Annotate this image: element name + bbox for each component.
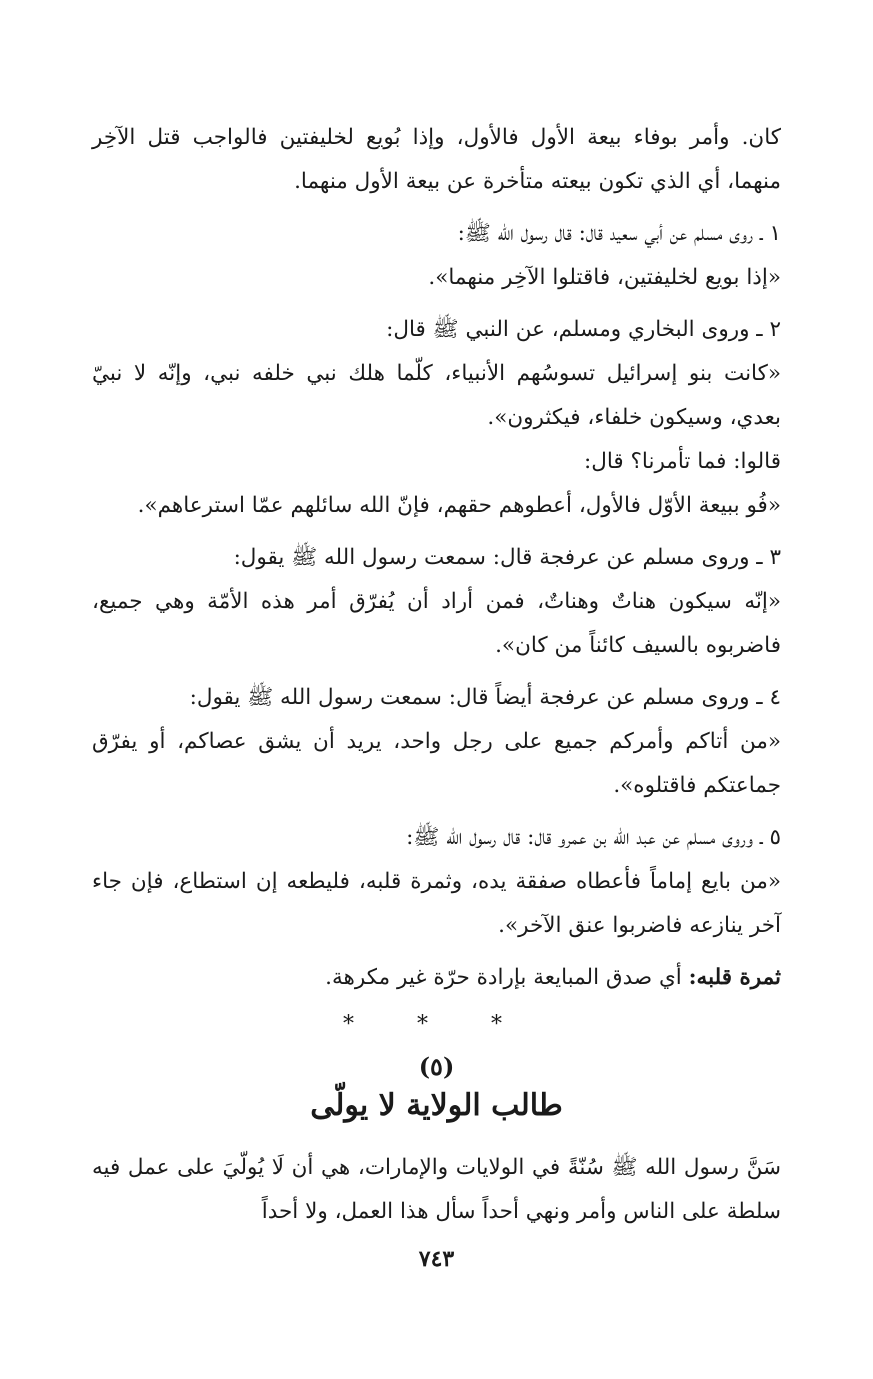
note-paragraph	[92, 956, 781, 1000]
hadith-3-text: «إنّه سيكون هناتٌ وهناتٌ، فمن أراد أن يُفرّق أمر هذه الأمّة وهي جميع، فاضربوه بالسيف كائناً من كان».	[92, 589, 781, 658]
hadith-2-intro: ٢ ـ وروى البخاري ومسلم، عن النبي ﷺ قال:	[386, 317, 781, 342]
body-text-bottom	[92, 1146, 781, 1234]
hadith-1-text: «إذا بويع لخليفتين، فاقتلوا الآخِر منهما».	[428, 265, 781, 290]
intro-paragraph: كان. وأمر بوفاء بيعة الأول فالأول، وإذا بُويع لخليفتين فالواجب قتل الآخِر منهما، أي الذي تكون بيعته متأخرة عن بيعة الأول منهما.	[92, 125, 781, 194]
hadith-4-intro: ٤ ـ وروى مسلم عن عرفجة أيضاً قال: سمعت رسول الله ﷺ يقول:	[189, 685, 781, 710]
body-text-top	[92, 116, 781, 1000]
section-divider-stars: * * *	[343, 1012, 530, 1037]
hadith-3-intro: ٣ ـ وروى مسلم عن عرفجة قال: سمعت رسول الله ﷺ يقول:	[233, 545, 781, 570]
section-body: سَنَّ رسول الله ﷺ سُنّةً في الولايات والإمارات، هي أن لَا يُولّيَ على عمل فيه سلطة على الناس وأمر ونهي أحداً سأل هذا العمل، ولا أحداً	[92, 1155, 781, 1224]
note-term: ثمرة قلبه:	[688, 965, 781, 990]
hadith-5-intro: ٥ ـ وروى مسلم عن عبد الله بن عمرو قال: قال رسول الله ﷺ:	[406, 825, 781, 850]
hadith-4-text: «من أتاكم وأمركم جميع على رجل واحد، يريد أن يشق عصاكم، أو يفرّق جماعتكم فاقتلوه».	[92, 729, 781, 798]
hadith-2-answer: «فُو ببيعة الأوّل فالأول، أعطوهم حقهم، فإنّ الله سائلهم عمّا استرعاهم».	[137, 493, 781, 518]
section-number: (٥)	[418, 1052, 455, 1081]
hadith-2-text: «كانت بنو إسرائيل تسوسُهم الأنبياء، كلّما هلك نبي خلفه نبي، وإنّه لا نبيّ بعدي، وسيكون خلفاء، فيكثرون».	[92, 361, 781, 430]
note-text: أي صدق المبايعة بإرادة حرّة غير مكرهة.	[325, 965, 682, 990]
hadith-5-text: «من بايع إماماً فأعطاه صفقة يده، وثمرة قلبه، فليطعه إن استطاع، فإن جاء آخر ينازعه فاضربوا عنق الآخر».	[92, 869, 781, 938]
hadith-2-question: قالوا: فما تأمرنا؟ قال:	[583, 449, 781, 474]
hadith-1-intro: ١ ـ روى مسلم عن أبي سعيد قال: قال رسول الله ﷺ:	[457, 221, 781, 246]
page-number: ٧٤٣	[418, 1246, 455, 1272]
section-title: طالب الولاية لا يولّى	[310, 1088, 563, 1123]
